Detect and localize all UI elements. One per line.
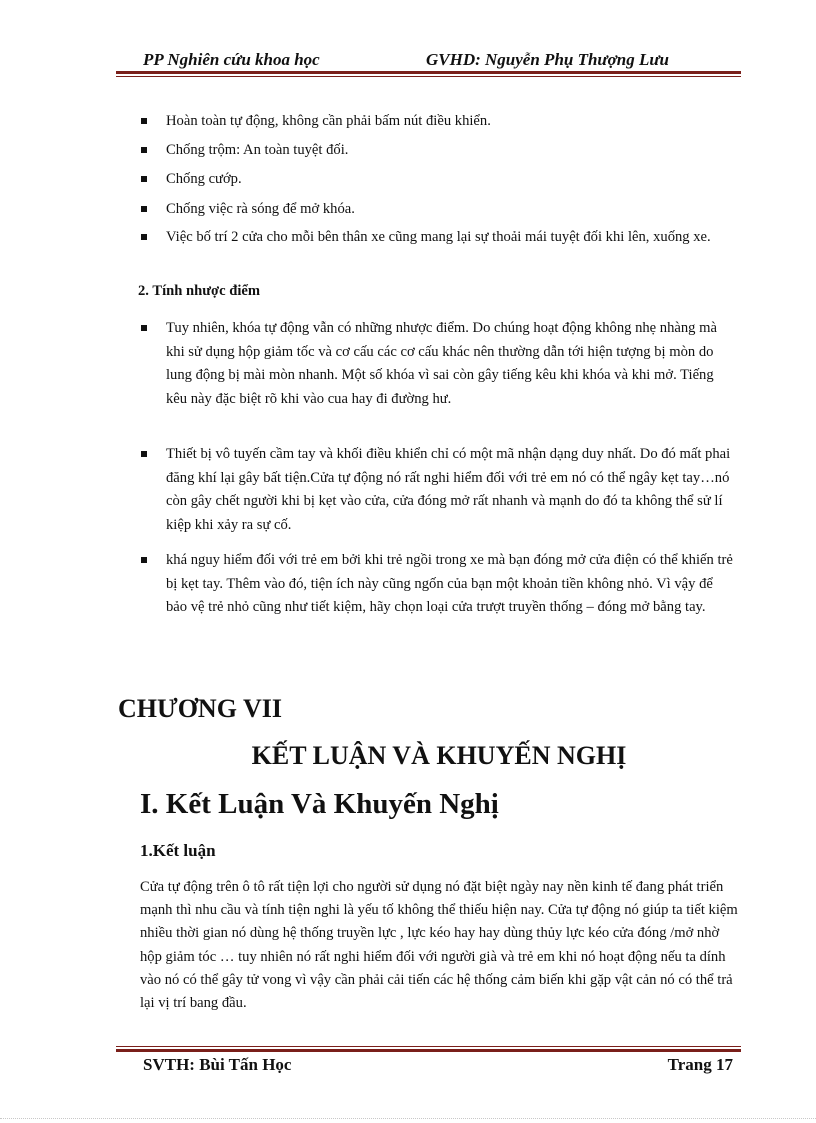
page-edge (0, 1118, 816, 1119)
conclusion-paragraph: Cửa tự động trên ô tô rất tiện lợi cho người sử dụng nó đặt biệt ngày nay nền kinh tế đang phát triển mạnh thì nhu cầu và tính tiện nghi là yếu tố không thể thiếu hiện nay. Cửa tự động nó giúp ta tiết kiệm nhiều thời gian nó dùng hệ thống truyền lực , lực kéo hay hay dùng thủy lực kéo cửa đóng /mở nhờ hộp giảm tóc … tuy nhiên nó rất nghi hiểm đối với người già và trẻ em khi nó hoạt động nếu ta dính vào nó có thể gây tử vong vì vậy cần phải cải tiến các hệ thống cảm biến khi gặp vật cản nó có thể trả lại vị trí bang đầu. (140, 879, 738, 1012)
bullet-square-icon (141, 118, 147, 124)
footer-rule-thin (116, 1046, 741, 1047)
footer-rule (116, 1049, 741, 1052)
header-rule (116, 71, 741, 74)
list-item: Chống việc rà sóng để mở khóa. (166, 198, 736, 222)
list-item: Chống cướp. (166, 168, 736, 192)
section-title: I. Kết Luận Và Khuyến Nghị (140, 788, 499, 820)
header-course: PP Nghiên cứu khoa học (143, 50, 320, 69)
bullet-square-icon (141, 206, 147, 212)
bullet-square-icon (141, 451, 147, 457)
bullet-square-icon (141, 234, 147, 240)
list-item: Tuy nhiên, khóa tự động vẫn có những nhược điểm. Do chúng hoạt động không nhẹ nhàng mà khi sử dụng hộp giảm tốc và cơ cấu các cơ cấu khác nên thường dẫn tới hiện tượng bị mòn do lung động bị mài mòn nhanh. Một số khóa vì sai còn gây tiếng kêu khi khóa và khi mở. Tiếng kêu này đặc biệt rõ khi vào cua hay đi đường hư. (166, 317, 736, 411)
bullet-square-icon (141, 147, 147, 153)
list-item: Hoàn toàn tự động, không cần phải bấm nút điều khiển. (166, 110, 736, 134)
chapter-number: CHƯƠNG VII (118, 694, 282, 723)
chapter-title: KẾT LUẬN VÀ KHUYẾN NGHỊ (251, 741, 627, 770)
bullet-square-icon (141, 557, 147, 563)
list-item: Thiết bị vô tuyến cầm tay và khối điều khiển chỉ có một mã nhận dạng duy nhất. Do đó mất phai đăng khí lại gây bất tiện.Cửa tự động nó rất nghi hiểm đối với trẻ em nó có thể ngây kẹt tay…nó còn gây chết người khi bị kẹt vào cửa, cửa đóng mở rất nhanh và mạnh do đó ta không thể sử lí kiệp khi xảy ra sự cố. (166, 443, 736, 537)
header-rule-thin (116, 76, 741, 77)
list-item: Việc bố trí 2 cửa cho mỗi bên thân xe cũng mang lại sự thoải mái tuyệt đối khi lên, xuống xe. (166, 228, 736, 247)
conclusion-heading: 1.Kết luận (140, 841, 216, 860)
disadvantages-heading: 2. Tính nhược điểm (138, 283, 261, 299)
footer-student: SVTH: Bùi Tấn Học (143, 1055, 292, 1074)
bullet-square-icon (141, 176, 147, 182)
footer-page-number: Trang 17 (667, 1055, 733, 1074)
list-item: Chống trộm: An toàn tuyệt đối. (166, 139, 736, 163)
header-instructor: GVHD: Nguyễn Phụ Thượng Lưu (426, 50, 669, 69)
list-item: khá nguy hiểm đối với trẻ em bởi khi trẻ ngồi trong xe mà bạn đóng mở cửa điện có thể khiến trẻ bị kẹt tay. Thêm vào đó, tiện ích này cũng ngốn của bạn một khoản tiền không nhỏ. Vì vậy để bảo vệ trẻ nhỏ cũng như tiết kiệm, hãy chọn loại cửa trượt truyền thống – đóng mở bằng tay. (166, 549, 736, 620)
bullet-square-icon (141, 325, 147, 331)
